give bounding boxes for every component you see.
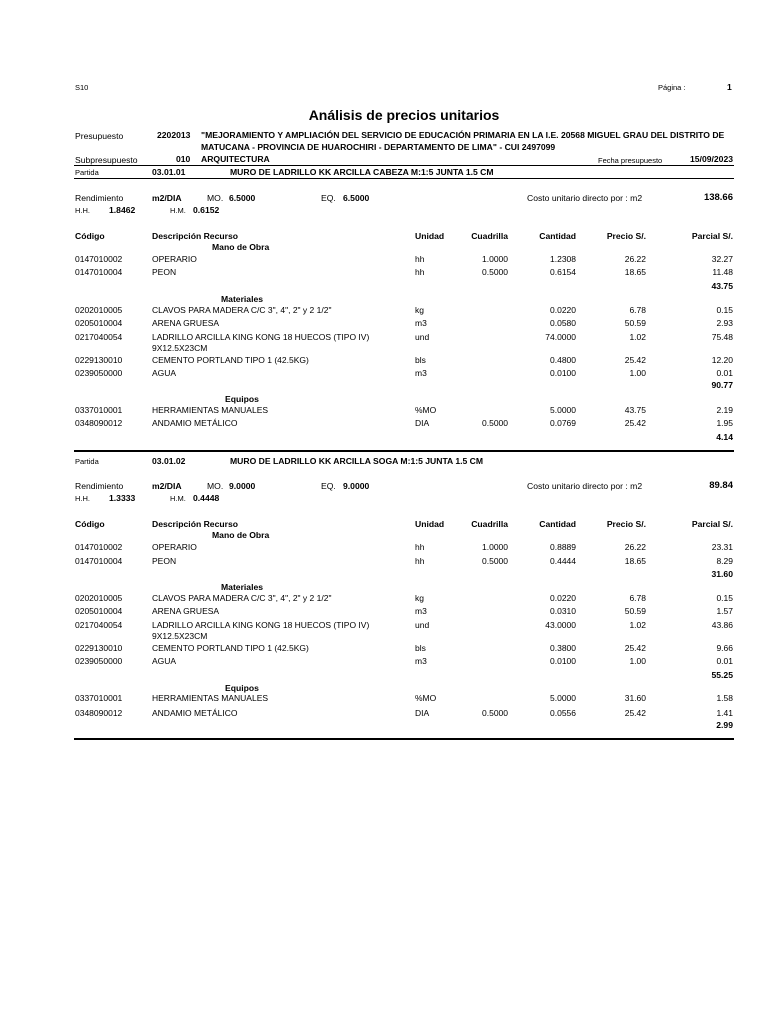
partida-label: Partida (75, 168, 99, 177)
cell-unidad: DIA (415, 418, 430, 428)
cell-cantidad: 5.0000 (550, 693, 576, 703)
col-precio: Precio S/. (606, 519, 646, 529)
cell-unidad: hh (415, 556, 425, 566)
cell-precio: 26.22 (624, 542, 646, 552)
hh-label: H.H. (75, 206, 90, 215)
cell-cantidad: 0.0100 (550, 656, 576, 666)
cell-cantidad: 0.0769 (550, 418, 576, 428)
cell-precio: 18.65 (624, 556, 646, 566)
hm-label: H.M. (170, 206, 186, 215)
cell-unidad: und (415, 620, 430, 630)
col-codigo: Código (75, 231, 105, 241)
cell-parcial: 9.66 (716, 643, 733, 653)
cell-precio: 25.42 (624, 643, 646, 653)
costo-label: Costo unitario directo por : m2 (527, 193, 643, 203)
cell-precio: 1.02 (629, 332, 646, 342)
cell-parcial: 2.93 (716, 318, 733, 328)
section-mano-obra: Mano de Obra (212, 530, 270, 540)
mo-label: MO. (207, 481, 224, 491)
cell-precio: 25.42 (624, 355, 646, 365)
rendimiento-label: Rendimiento (75, 193, 124, 203)
cell-cantidad: 0.4800 (550, 355, 576, 365)
cell-codigo: 0348090012 (75, 708, 123, 718)
partida-code: 03.01.02 (152, 456, 186, 466)
cell-descripcion: PEON (152, 267, 177, 277)
presupuesto-desc-line1: "MEJORAMIENTO Y AMPLIACIÓN DEL SERVICIO DE EDUCACIÓN PRIMARIA EN LA I.E. 20568 MIGUEL GRAU DEL DISTRITO DE (201, 130, 725, 140)
cell-cantidad: 0.4444 (550, 556, 576, 566)
cell-unidad: %MO (415, 693, 437, 703)
cell-cantidad: 0.0580 (550, 318, 576, 328)
partida-name: MURO DE LADRILLO KK ARCILLA SOGA M:1:5 JUNTA 1.5 CM (230, 456, 484, 466)
subtotal-equipos: 4.14 (716, 432, 733, 442)
partida-divider (74, 178, 734, 179)
eq-value: 6.5000 (343, 193, 370, 203)
cell-cantidad: 0.0220 (550, 305, 576, 315)
mo-value: 9.0000 (229, 481, 256, 491)
rendimiento-unit: m2/DIA (152, 481, 182, 491)
cell-parcial: 11.48 (712, 267, 733, 277)
hm-value: 0.6152 (193, 205, 220, 215)
subtotal-materiales: 55.25 (711, 670, 733, 680)
costo-label: Costo unitario directo por : m2 (527, 481, 643, 491)
cell-cantidad: 0.3800 (550, 643, 576, 653)
mo-value: 6.5000 (229, 193, 256, 203)
cell-precio: 26.22 (624, 254, 646, 264)
cell-cantidad: 0.0100 (550, 368, 576, 378)
cell-unidad: m3 (415, 318, 427, 328)
col-cantidad: Cantidad (539, 519, 576, 529)
subtotal-equipos: 2.99 (716, 720, 733, 730)
cell-parcial: 0.01 (716, 656, 733, 666)
section-materiales: Materiales (221, 294, 264, 304)
cell-descripcion: OPERARIO (152, 254, 197, 264)
cell-descripcion-line2: 9X12.5X23CM (152, 343, 208, 353)
cell-descripcion: CLAVOS PARA MADERA C/C 3", 4", 2" y 2 1/2" (152, 593, 332, 603)
cell-codigo: 0348090012 (75, 418, 123, 428)
cell-parcial: 1.95 (716, 418, 733, 428)
cell-cantidad: 0.0220 (550, 593, 576, 603)
cell-cuadrilla: 1.0000 (482, 254, 508, 264)
cell-unidad: kg (415, 305, 424, 315)
cell-codigo: 0239050000 (75, 368, 123, 378)
cell-codigo: 0202010005 (75, 305, 123, 315)
col-unidad: Unidad (415, 519, 445, 529)
cell-precio: 50.59 (624, 606, 646, 616)
cell-cantidad: 0.8889 (550, 542, 576, 552)
section-equipos: Equipos (225, 394, 259, 404)
cell-precio: 18.65 (624, 267, 646, 277)
cell-parcial: 12.20 (711, 355, 733, 365)
cell-cuadrilla: 0.5000 (482, 418, 508, 428)
cell-unidad: und (415, 332, 430, 342)
subtotal-materiales: 90.77 (711, 380, 733, 390)
cell-codigo: 0337010001 (75, 405, 123, 415)
eq-value: 9.0000 (343, 481, 370, 491)
subpresupuesto-code: 010 (176, 154, 191, 164)
cell-unidad: kg (415, 593, 424, 603)
cell-parcial: 43.86 (711, 620, 733, 630)
cell-descripcion: HERRAMIENTAS MANUALES (152, 405, 269, 415)
cell-parcial: 2.19 (716, 405, 733, 415)
mo-label: MO. (207, 193, 224, 203)
cell-cantidad: 0.0310 (550, 606, 576, 616)
partida-separator (74, 450, 734, 452)
cell-precio: 1.00 (629, 368, 646, 378)
cell-unidad: hh (415, 267, 425, 277)
cell-cantidad: 0.6154 (550, 267, 576, 277)
hm-label: H.M. (170, 494, 186, 503)
partida-code: 03.01.01 (152, 167, 186, 177)
cell-descripcion-line2: 9X12.5X23CM (152, 631, 208, 641)
eq-label: EQ. (321, 193, 336, 203)
rendimiento-unit: m2/DIA (152, 193, 182, 203)
subtotal-mano-obra: 43.75 (711, 281, 733, 291)
cell-unidad: m3 (415, 606, 427, 616)
cell-descripcion: HERRAMIENTAS MANUALES (152, 693, 269, 703)
cell-unidad: bls (415, 355, 426, 365)
hh-value: 1.3333 (109, 493, 136, 503)
cell-descripcion: ANDAMIO METÁLICO (152, 418, 238, 428)
cell-codigo: 0217040054 (75, 620, 123, 630)
section-materiales: Materiales (221, 582, 264, 592)
cell-precio: 25.42 (624, 708, 646, 718)
col-descripcion: Descripción Recurso (152, 231, 238, 241)
cell-descripcion: CLAVOS PARA MADERA C/C 3", 4", 2" y 2 1/2" (152, 305, 332, 315)
cell-descripcion: LADRILLO ARCILLA KING KONG 18 HUECOS (TIPO IV) (152, 620, 370, 630)
header-divider (74, 165, 734, 166)
hh-label: H.H. (75, 494, 90, 503)
cell-descripcion: ARENA GRUESA (152, 606, 220, 616)
col-cantidad: Cantidad (539, 231, 576, 241)
cell-cantidad: 74.0000 (545, 332, 576, 342)
cell-descripcion: PEON (152, 556, 177, 566)
cell-descripcion: ANDAMIO METÁLICO (152, 708, 238, 718)
costo-value: 89.84 (709, 480, 733, 491)
eq-label: EQ. (321, 481, 336, 491)
cell-parcial: 1.41 (716, 708, 733, 718)
cell-cantidad: 0.0556 (550, 708, 576, 718)
partida-name: MURO DE LADRILLO KK ARCILLA CABEZA M:1:5 JUNTA 1.5 CM (230, 167, 494, 177)
cell-descripcion: AGUA (152, 656, 177, 666)
cell-parcial: 1.57 (716, 606, 733, 616)
cell-cuadrilla: 0.5000 (482, 556, 508, 566)
cell-codigo: 0205010004 (75, 606, 123, 616)
col-precio: Precio S/. (606, 231, 646, 241)
cell-codigo: 0147010002 (75, 542, 123, 552)
software-code: S10 (75, 83, 89, 92)
cell-parcial: 0.15 (716, 593, 733, 603)
cell-precio: 50.59 (624, 318, 646, 328)
section-equipos: Equipos (225, 683, 259, 693)
cell-cuadrilla: 0.5000 (482, 708, 508, 718)
col-cuadrilla: Cuadrilla (471, 231, 508, 241)
col-cuadrilla: Cuadrilla (471, 519, 508, 529)
cell-unidad: hh (415, 254, 425, 264)
subpresupuesto-label: Subpresupuesto (75, 155, 138, 165)
subpresupuesto-name: ARQUITECTURA (201, 154, 270, 164)
cell-codigo: 0147010004 (75, 556, 123, 566)
cell-codigo: 0229130010 (75, 355, 123, 365)
cell-cantidad: 1.2308 (550, 254, 576, 264)
cell-precio: 1.02 (629, 620, 646, 630)
cell-cuadrilla: 0.5000 (482, 267, 508, 277)
page-number: 1 (727, 82, 732, 92)
rendimiento-label: Rendimiento (75, 481, 124, 491)
cell-precio: 6.78 (629, 305, 646, 315)
partida-label: Partida (75, 457, 99, 466)
cell-codigo: 0217040054 (75, 332, 123, 342)
cell-parcial: 32.27 (711, 254, 733, 264)
fecha-label: Fecha presupuesto (598, 156, 663, 165)
page-label: Página : (658, 83, 686, 92)
cell-cantidad: 5.0000 (550, 405, 576, 415)
cell-parcial: 75.48 (711, 332, 733, 342)
cell-descripcion: CEMENTO PORTLAND TIPO 1 (42.5KG) (152, 643, 309, 653)
cell-parcial: 8.29 (716, 556, 733, 566)
cell-descripcion: OPERARIO (152, 542, 197, 552)
col-descripcion: Descripción Recurso (152, 519, 238, 529)
col-codigo: Código (75, 519, 105, 529)
cell-unidad: m3 (415, 656, 427, 666)
hh-value: 1.8462 (109, 205, 136, 215)
cell-descripcion: LADRILLO ARCILLA KING KONG 18 HUECOS (TIPO IV) (152, 332, 370, 342)
cell-codigo: 0229130010 (75, 643, 123, 653)
cell-cuadrilla: 1.0000 (482, 542, 508, 552)
cell-unidad: hh (415, 542, 425, 552)
costo-value: 138.66 (703, 192, 733, 203)
cell-descripcion: ARENA GRUESA (152, 318, 220, 328)
cell-precio: 43.75 (624, 405, 646, 415)
cell-codigo: 0239050000 (75, 656, 123, 666)
col-parcial: Parcial S/. (691, 519, 733, 529)
cell-parcial: 0.01 (716, 368, 733, 378)
page-end-divider (74, 738, 734, 740)
cell-precio: 6.78 (629, 593, 646, 603)
subtotal-mano-obra: 31.60 (711, 569, 733, 579)
cell-parcial: 0.15 (716, 305, 733, 315)
cell-unidad: DIA (415, 708, 430, 718)
cell-precio: 1.00 (629, 656, 646, 666)
hm-value: 0.4448 (193, 493, 220, 503)
cell-cantidad: 43.0000 (545, 620, 576, 630)
presupuesto-desc-line2: MATUCANA - PROVINCIA DE HUAROCHIRI - DEPARTAMENTO DE LIMA" - CUI 2497099 (201, 142, 556, 152)
cell-parcial: 23.31 (711, 542, 733, 552)
cell-codigo: 0147010002 (75, 254, 123, 264)
presupuesto-code: 2202013 (157, 130, 191, 140)
cell-precio: 31.60 (624, 693, 646, 703)
cell-codigo: 0202010005 (75, 593, 123, 603)
cell-codigo: 0147010004 (75, 267, 123, 277)
page-title: Análisis de precios unitarios (308, 107, 500, 123)
cell-codigo: 0205010004 (75, 318, 123, 328)
fecha-value: 15/09/2023 (690, 154, 734, 164)
cell-descripcion: AGUA (152, 368, 177, 378)
col-parcial: Parcial S/. (691, 231, 733, 241)
col-unidad: Unidad (415, 231, 445, 241)
cell-unidad: %MO (415, 405, 437, 415)
cell-unidad: m3 (415, 368, 427, 378)
cell-precio: 25.42 (624, 418, 646, 428)
cell-parcial: 1.58 (716, 693, 733, 703)
cell-codigo: 0337010001 (75, 693, 123, 703)
cell-unidad: bls (415, 643, 426, 653)
cell-descripcion: CEMENTO PORTLAND TIPO 1 (42.5KG) (152, 355, 309, 365)
presupuesto-label: Presupuesto (75, 131, 124, 141)
section-mano-obra: Mano de Obra (212, 242, 270, 252)
